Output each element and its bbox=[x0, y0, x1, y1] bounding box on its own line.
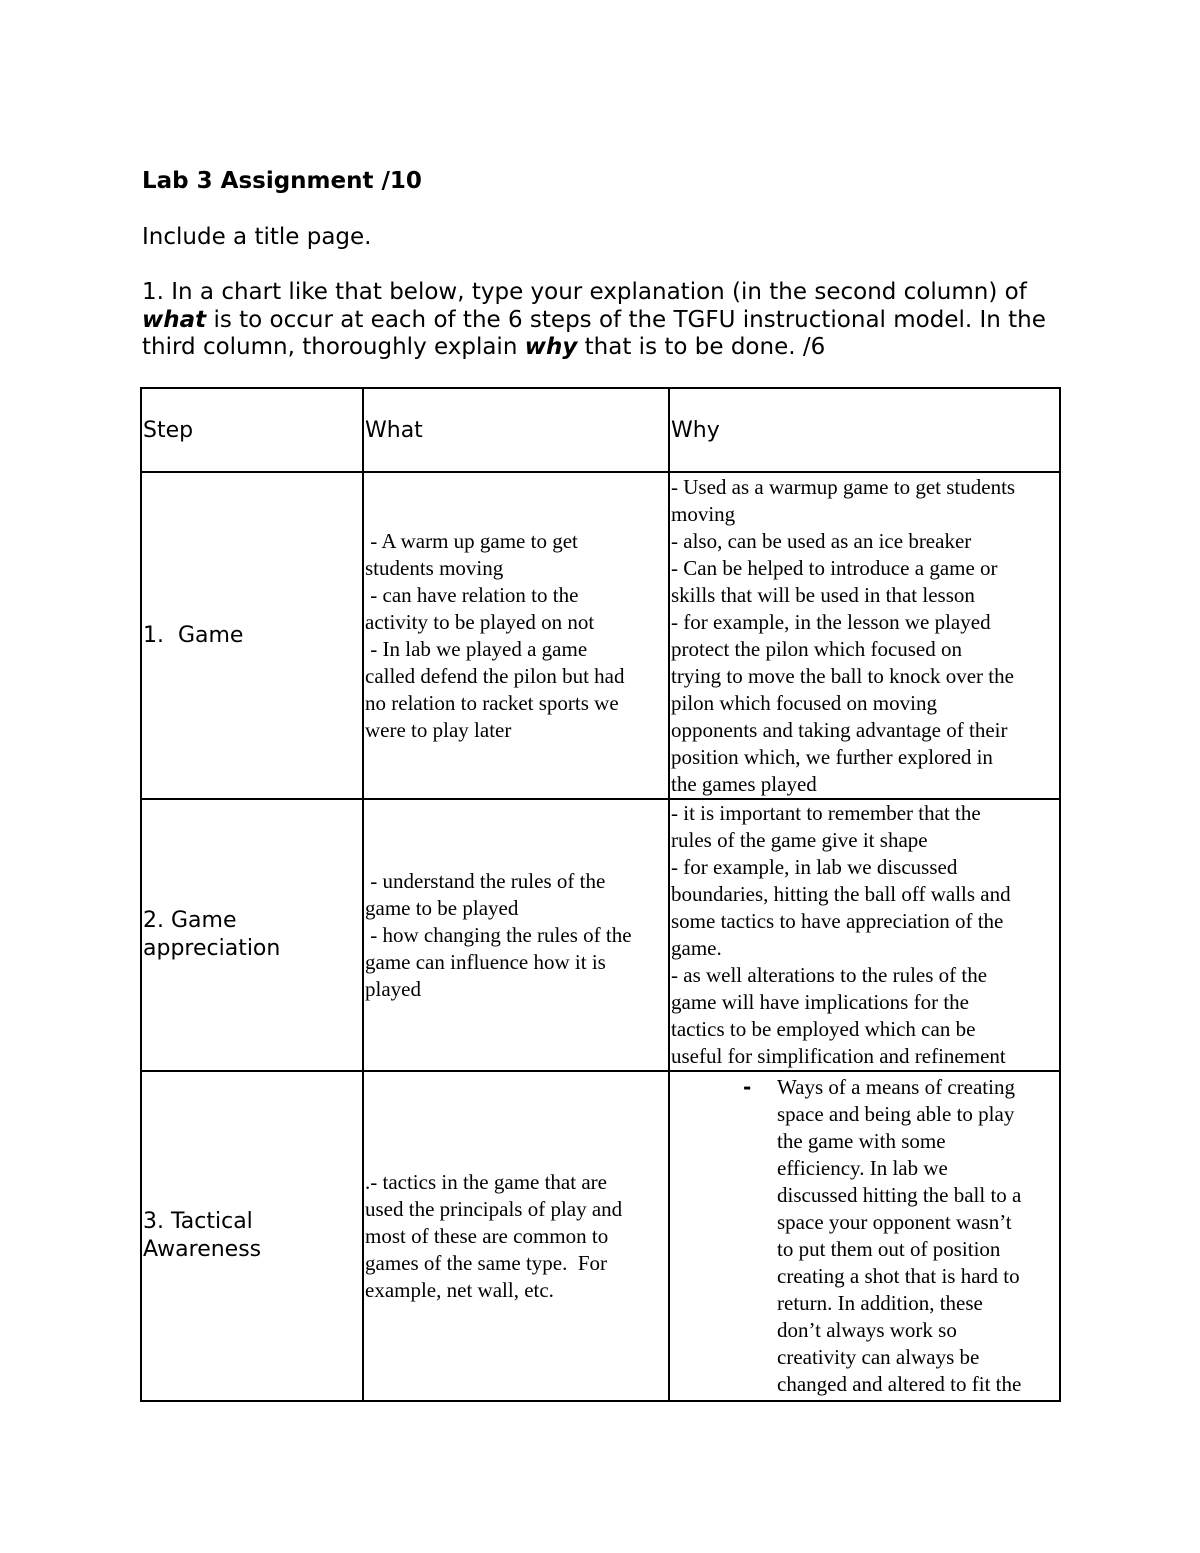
tgfu-steps-table bbox=[140, 387, 1061, 1402]
why-line: tactics to be employed which can be bbox=[671, 1017, 976, 1041]
what-line: game to be played bbox=[365, 895, 519, 920]
step-label: 2. Game bbox=[143, 908, 237, 933]
what-line: students moving bbox=[365, 555, 504, 580]
why-line: efficiency. In lab we bbox=[777, 1156, 948, 1180]
why-line: game will have implications for the bbox=[671, 990, 969, 1014]
what-cell bbox=[363, 1071, 669, 1401]
instructions-part-4: that is to be done. /6 bbox=[577, 334, 826, 360]
why-line: changed and altered to fit the bbox=[777, 1372, 1022, 1396]
step-label: 3. Tactical bbox=[143, 1209, 253, 1234]
what-cell bbox=[363, 799, 669, 1071]
why-line: - as well alterations to the rules of the bbox=[671, 963, 988, 987]
what-line: - In lab we played a game bbox=[365, 636, 588, 661]
why-line: - for example, in the lesson we played bbox=[671, 609, 991, 634]
why-line: game. bbox=[671, 936, 722, 960]
instructions-paragraph bbox=[142, 279, 1082, 362]
why-line: - Used as a warmup game to get students bbox=[671, 474, 1016, 499]
what-line: .- tactics in the game that are bbox=[365, 1169, 607, 1194]
what-cell bbox=[363, 472, 669, 799]
emphasis-what: what bbox=[142, 306, 207, 333]
what-line: used the principals of play and bbox=[365, 1196, 623, 1221]
why-line: - it is important to remember that the bbox=[671, 801, 981, 825]
why-line: don’t always work so bbox=[777, 1318, 957, 1342]
what-line: example, net wall, etc. bbox=[365, 1277, 554, 1302]
header-step: Step bbox=[141, 388, 363, 472]
why-cell bbox=[669, 472, 1060, 799]
table-header-row bbox=[141, 388, 1060, 472]
header-why: Why bbox=[669, 388, 1060, 472]
why-line: return. In addition, these bbox=[777, 1291, 983, 1315]
what-line: - can have relation to the bbox=[365, 582, 579, 607]
step-cell bbox=[141, 472, 363, 799]
why-line: space your opponent wasn’t bbox=[777, 1210, 1012, 1234]
why-cell bbox=[669, 1071, 1060, 1401]
why-line: creativity can always be bbox=[777, 1345, 980, 1369]
why-line: trying to move the ball to knock over the bbox=[671, 663, 1014, 688]
what-line: game can influence how it is bbox=[365, 949, 606, 974]
step-label: 1. Game bbox=[143, 622, 244, 648]
why-line: skills that will be used in that lesson bbox=[671, 582, 975, 607]
step-label: appreciation bbox=[143, 936, 281, 961]
why-line: pilon which focused on moving bbox=[671, 690, 937, 715]
why-line: moving bbox=[671, 501, 736, 526]
instructions-part-1: 1. In a chart like that below, type your explanation (in the second column) of bbox=[142, 279, 1027, 305]
bullet-dash: - bbox=[743, 1075, 752, 1099]
what-line: games of the same type. For bbox=[365, 1250, 608, 1275]
table-row bbox=[141, 799, 1060, 1071]
why-line: position which, we further explored in bbox=[671, 744, 993, 769]
table-row bbox=[141, 1071, 1060, 1401]
table-row bbox=[141, 472, 1060, 799]
why-line: boundaries, hitting the ball off walls and bbox=[671, 882, 1011, 906]
why-line: the game with some bbox=[777, 1129, 946, 1153]
what-line: called defend the pilon but had bbox=[365, 663, 625, 688]
what-line: activity to be played on not bbox=[365, 609, 595, 634]
why-line: - for example, in lab we discussed bbox=[671, 855, 958, 879]
why-line: the games played bbox=[671, 771, 817, 796]
what-line: - how changing the rules of the bbox=[365, 922, 632, 947]
why-cell bbox=[669, 799, 1060, 1071]
why-line: rules of the game give it shape bbox=[671, 828, 928, 852]
header-what: What bbox=[363, 388, 669, 472]
why-line: - Can be helped to introduce a game or bbox=[671, 555, 998, 580]
instructions-part-2: is to occur at each of the 6 steps of the TGFU instructional model. In the bbox=[206, 306, 1046, 333]
why-line: creating a shot that is hard to bbox=[777, 1264, 1020, 1288]
assignment-subtitle: Include a title page. bbox=[142, 224, 372, 250]
why-bullet-item bbox=[671, 1074, 1057, 1398]
what-line: - A warm up game to get bbox=[365, 528, 578, 553]
step-cell bbox=[141, 799, 363, 1071]
what-line: were to play later bbox=[365, 717, 512, 742]
why-line: useful for simplification and refinement bbox=[671, 1044, 1006, 1068]
emphasis-why: why bbox=[524, 334, 578, 360]
what-line: played bbox=[365, 976, 421, 1001]
what-line: most of these are common to bbox=[365, 1223, 609, 1248]
why-line: space and being able to play bbox=[777, 1102, 1015, 1126]
why-line: - also, can be used as an ice breaker bbox=[671, 528, 972, 553]
why-line: protect the pilon which focused on bbox=[671, 636, 963, 661]
why-line: to put them out of position bbox=[777, 1237, 1001, 1261]
what-line: no relation to racket sports we bbox=[365, 690, 619, 715]
what-line: - understand the rules of the bbox=[365, 868, 606, 893]
step-cell bbox=[141, 1071, 363, 1401]
why-line: discussed hitting the ball to a bbox=[777, 1183, 1022, 1207]
step-label: Awareness bbox=[143, 1237, 262, 1262]
why-line: some tactics to have appreciation of the bbox=[671, 909, 1004, 933]
instructions-part-3: third column, thoroughly explain bbox=[142, 334, 525, 360]
why-line: opponents and taking advantage of their bbox=[671, 717, 1008, 742]
why-line: Ways of a means of creating bbox=[777, 1075, 1015, 1099]
assignment-title: Lab 3 Assignment /10 bbox=[142, 168, 422, 194]
